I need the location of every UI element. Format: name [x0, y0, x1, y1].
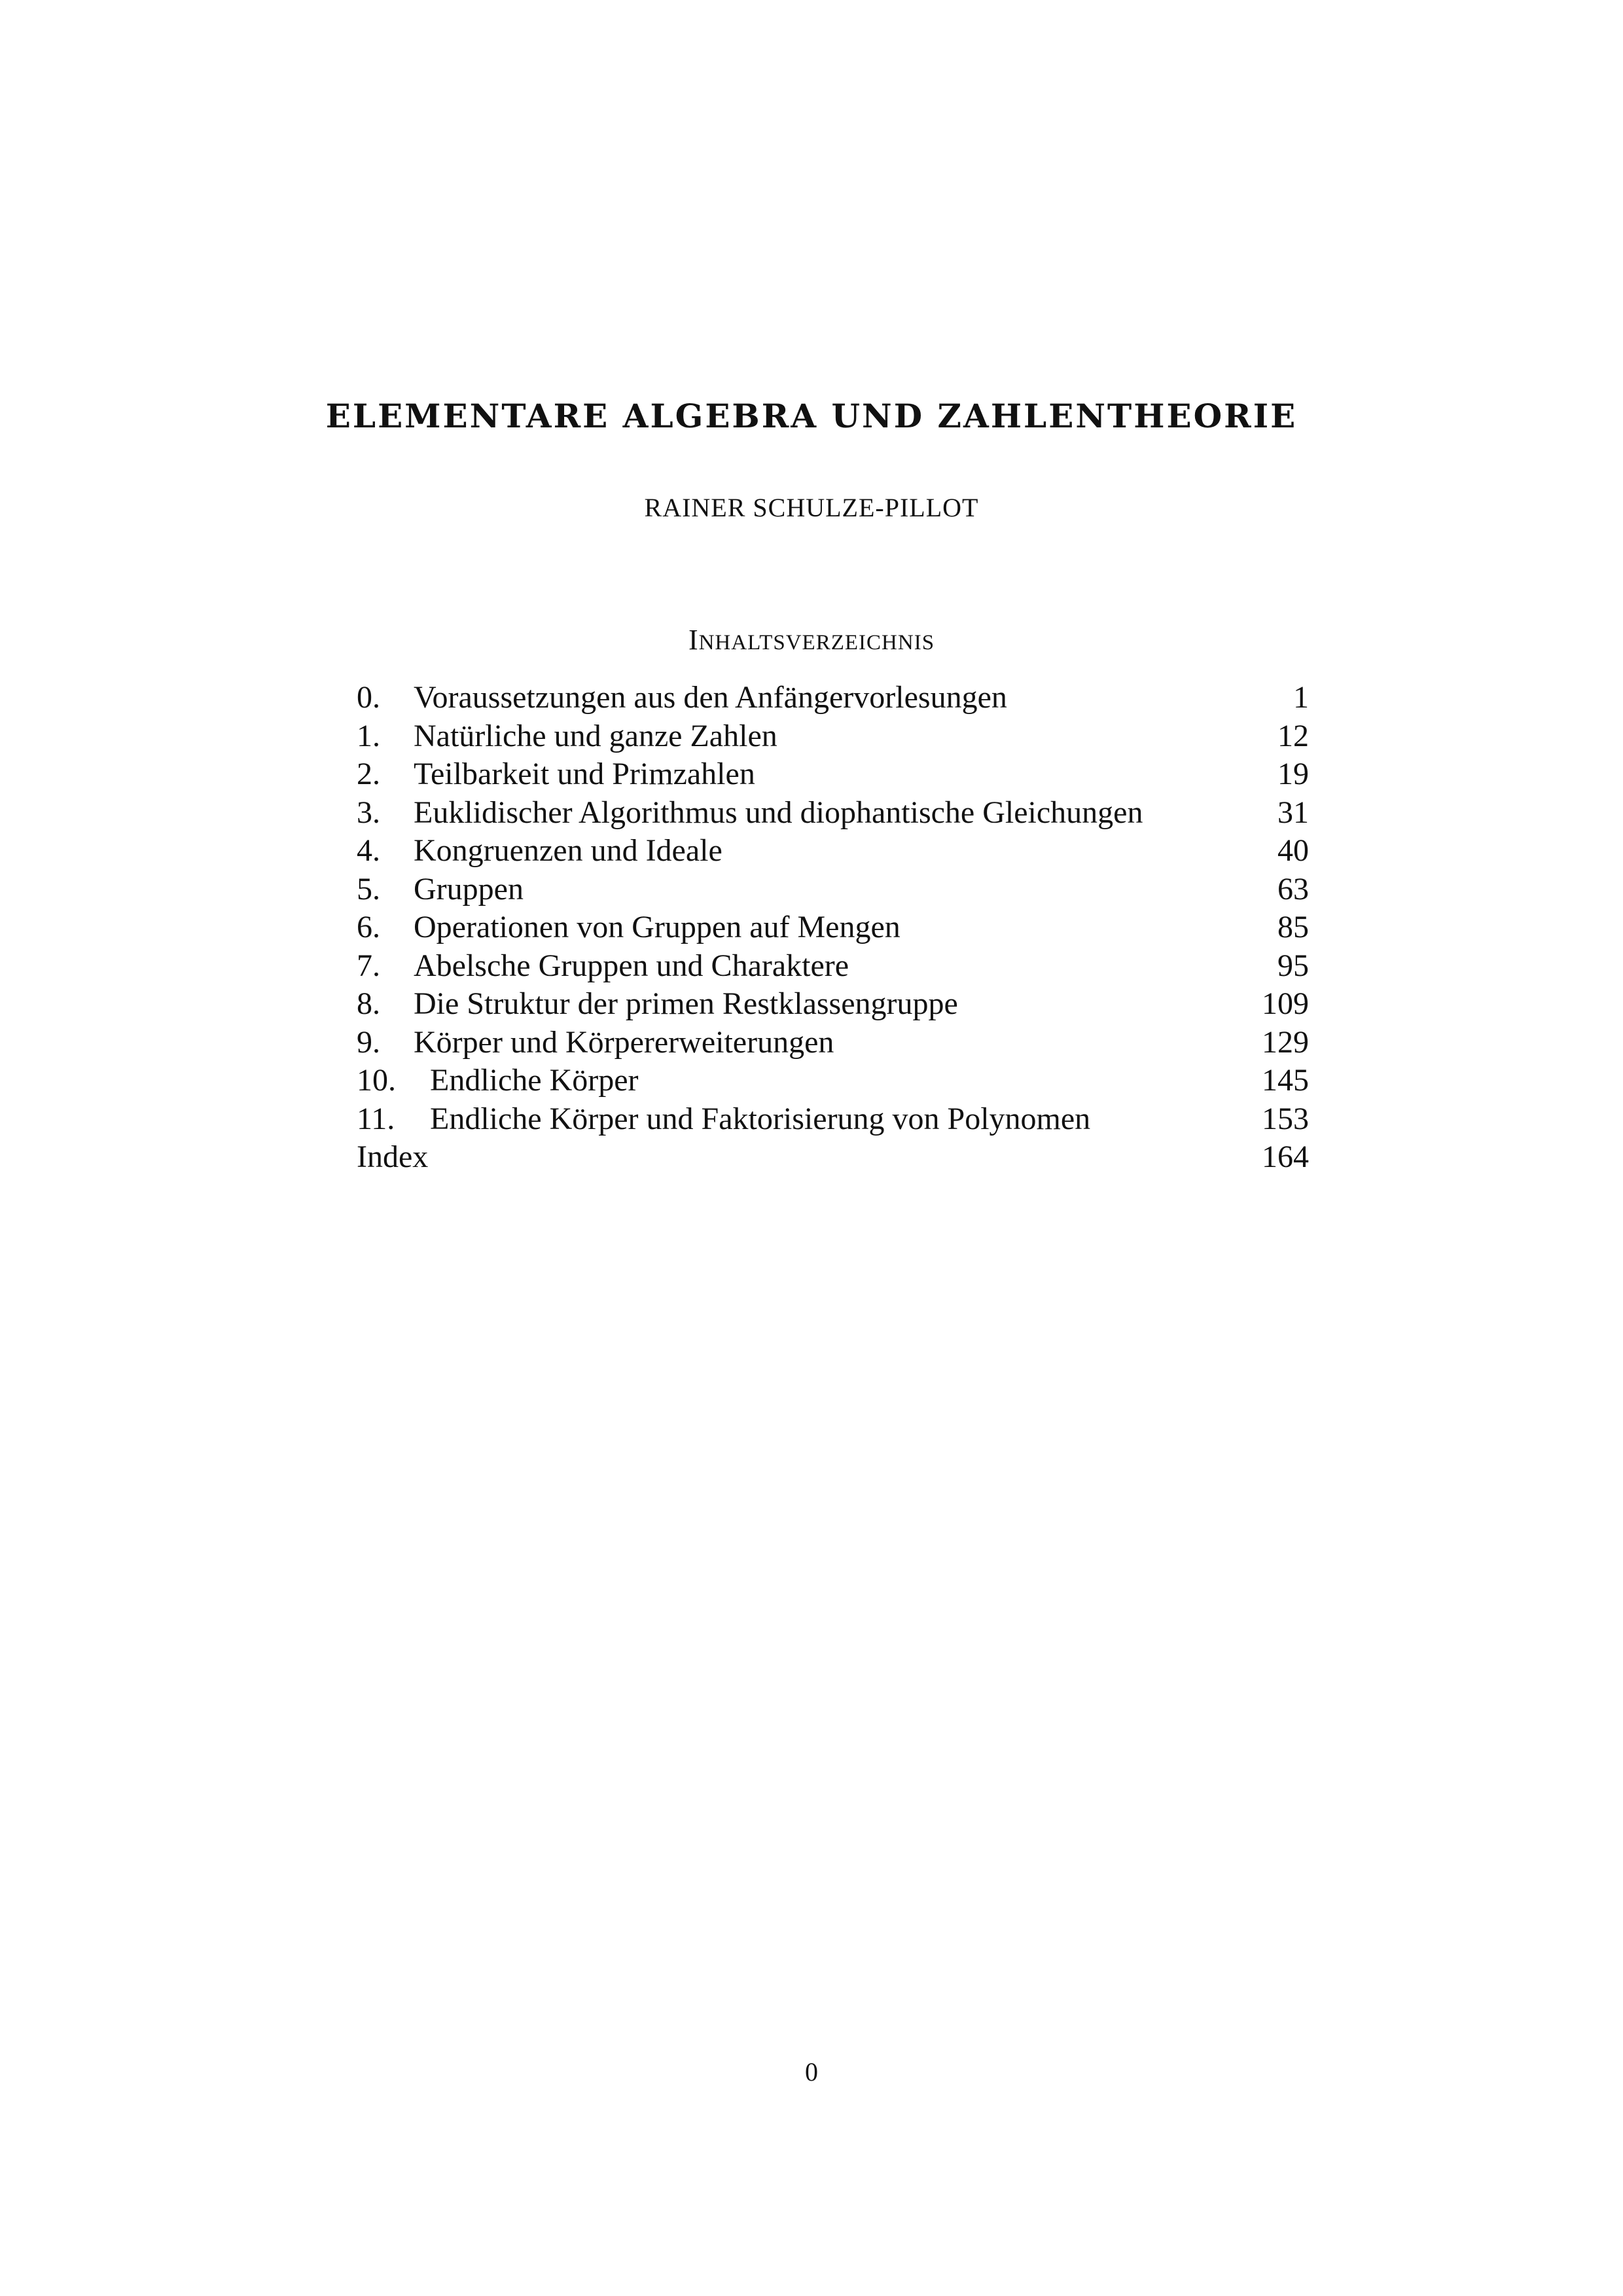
toc-entry-page: 19: [1277, 757, 1309, 791]
toc-entry-number: 6.: [357, 910, 380, 944]
toc-entry-title: Kongruenzen und Ideale: [414, 833, 722, 868]
toc-entry-title: Endliche Körper und Faktorisierung von Polynomen: [430, 1101, 1091, 1136]
toc-entry-number: 11.: [357, 1101, 395, 1136]
toc-entry[interactable]: [357, 1062, 1309, 1100]
toc-entry[interactable]: [357, 870, 1309, 909]
toc-entry-number: 7.: [357, 948, 380, 983]
toc-entry[interactable]: [357, 1100, 1309, 1139]
toc-entry-number: 5.: [357, 871, 380, 906]
toc-entry-title: Körper und Körpererweiterungen: [414, 1024, 834, 1060]
toc-entry-number: 1.: [357, 718, 380, 753]
toc-entry[interactable]: [357, 1024, 1309, 1062]
toc-entry-page: 95: [1277, 948, 1309, 983]
toc-entry[interactable]: [357, 947, 1309, 986]
toc-entry-number: 3.: [357, 795, 380, 830]
toc-entry-index[interactable]: [357, 1138, 1309, 1177]
toc-entry-page: 1: [1293, 680, 1309, 715]
author-name: RAINER SCHULZE-PILLOT: [644, 493, 979, 522]
toc-entry[interactable]: [357, 679, 1309, 717]
toc-entry-number: 10.: [357, 1063, 396, 1098]
toc-entry-title: Index: [357, 1139, 429, 1174]
page-number: 0: [805, 2057, 818, 2087]
toc-entry-title: Gruppen: [414, 871, 524, 906]
toc-entry[interactable]: [357, 755, 1309, 794]
table-of-contents: [357, 679, 1309, 1177]
document-title: ELEMENTARE ALGEBRA UND ZAHLENTHEORIE: [325, 397, 1298, 435]
toc-entry-page: 31: [1277, 795, 1309, 830]
toc-entry-title: Operationen von Gruppen auf Mengen: [414, 910, 901, 944]
toc-entry-title: Natürliche und ganze Zahlen: [414, 718, 777, 753]
toc-heading-rest: NHALTSVERZEICHNIS: [698, 631, 935, 655]
toc-entry-page: 85: [1277, 910, 1309, 944]
toc-entry-number: 2.: [357, 757, 380, 791]
toc-entry-title: Teilbarkeit und Primzahlen: [414, 757, 755, 791]
toc-entry[interactable]: [357, 908, 1309, 947]
toc-entry-title: Die Struktur der primen Restklassengruppe: [414, 986, 958, 1021]
toc-entry-page: 40: [1277, 833, 1309, 868]
toc-entry[interactable]: [357, 794, 1309, 833]
toc-entry-page: 145: [1262, 1063, 1309, 1098]
toc-entry-number: 9.: [357, 1024, 380, 1060]
toc-entry-page: 153: [1262, 1101, 1309, 1136]
toc-heading-initial: I: [688, 624, 699, 656]
toc-heading: [0, 623, 1623, 656]
toc-entry-title: Euklidischer Algorithmus und diophantische Gleichungen: [414, 795, 1143, 830]
toc-entry-number: 4.: [357, 833, 380, 868]
toc-entry-title: Endliche Körper: [430, 1063, 639, 1098]
toc-entry-page: 129: [1262, 1024, 1309, 1060]
toc-entry[interactable]: [357, 985, 1309, 1024]
toc-entry-page: 164: [1262, 1139, 1309, 1174]
toc-entry-page: 109: [1262, 986, 1309, 1021]
toc-entry-title: Abelsche Gruppen und Charaktere: [414, 948, 849, 983]
toc-entry-page: 63: [1277, 871, 1309, 906]
toc-entry[interactable]: [357, 717, 1309, 756]
toc-entry-number: 0.: [357, 680, 380, 715]
toc-entry-page: 12: [1277, 718, 1309, 753]
toc-entry-number: 8.: [357, 986, 380, 1021]
toc-entry[interactable]: [357, 832, 1309, 870]
toc-entry-title: Voraussetzungen aus den Anfängervorlesungen: [414, 680, 1007, 715]
